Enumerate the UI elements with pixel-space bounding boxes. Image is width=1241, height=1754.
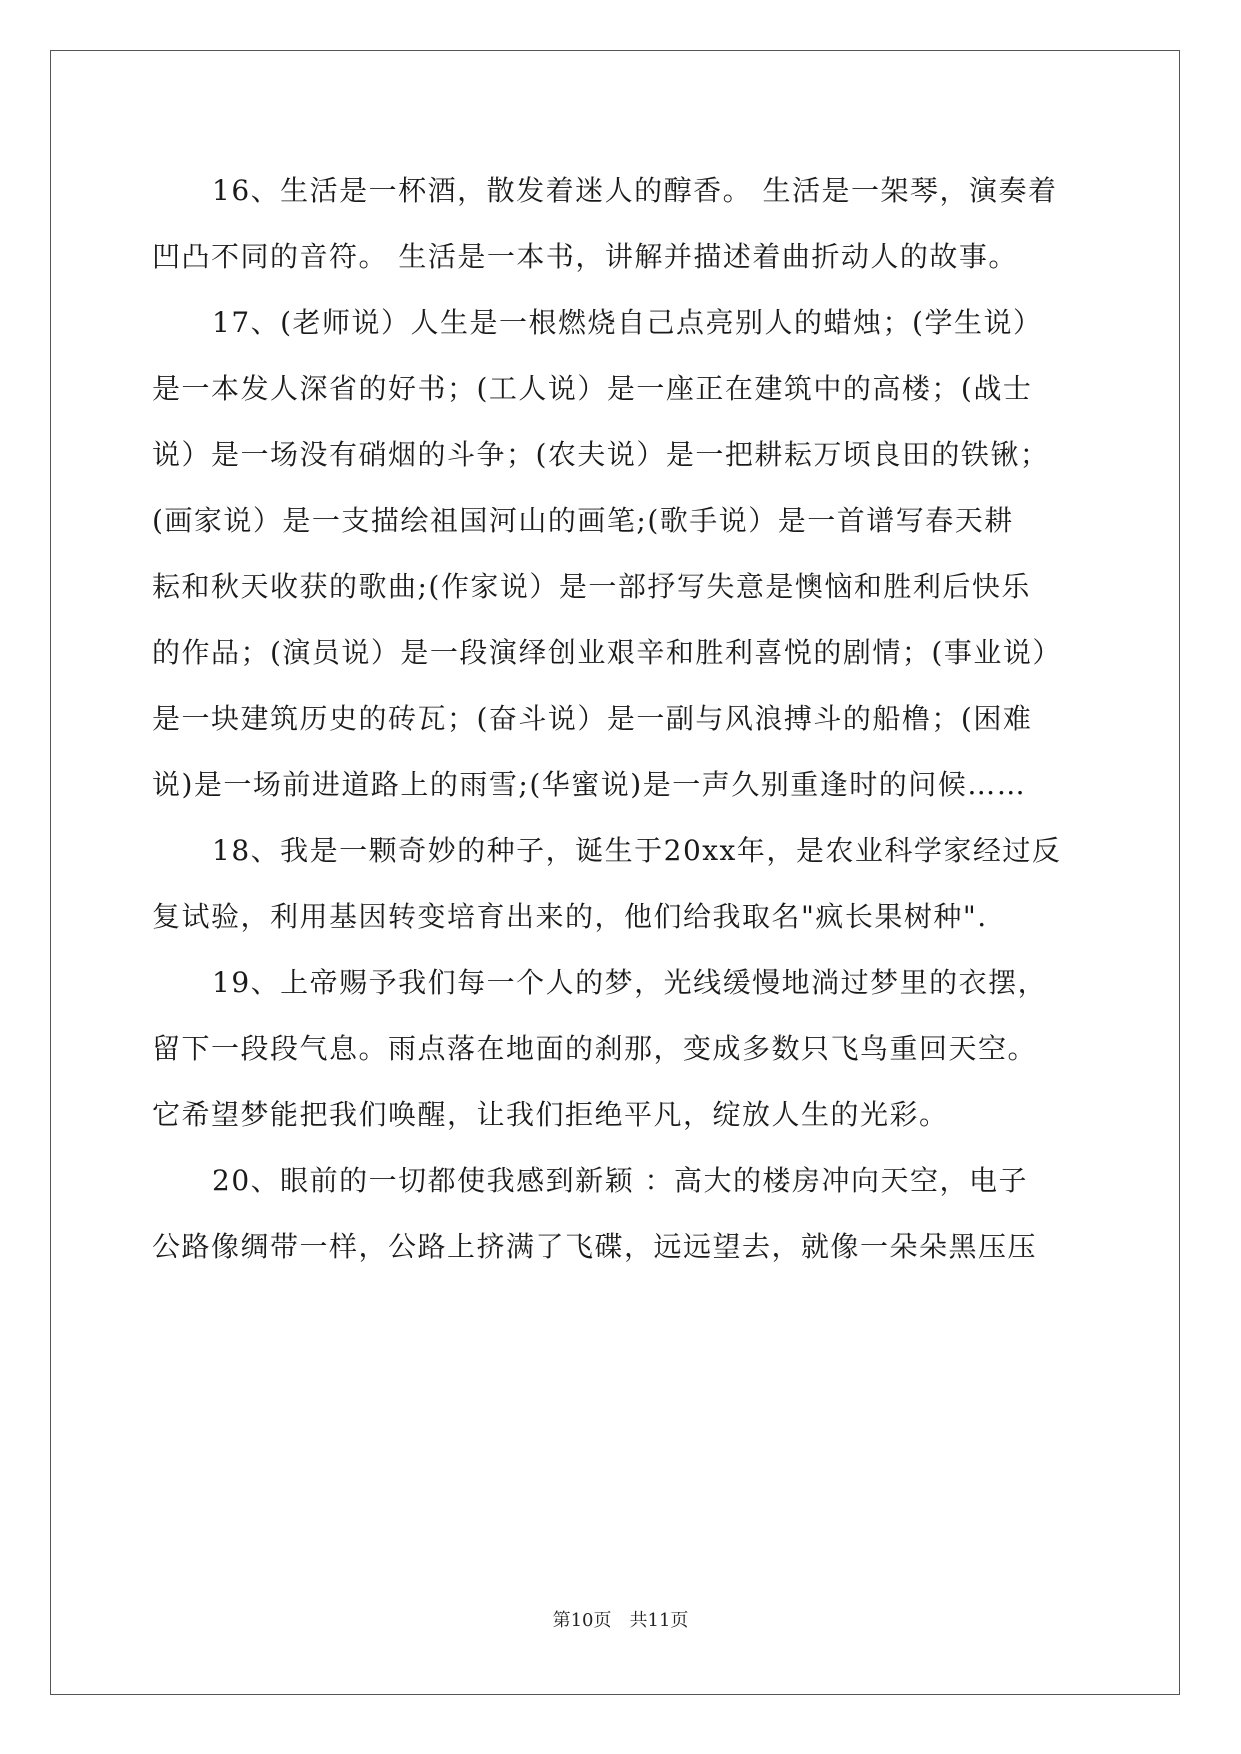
text-line: 18、我是一颗奇妙的种子，诞生于20xx年，是农业科学家经过反 [212,834,1062,867]
text-line: 留下一段段气息。雨点落在地面的刹那，变成多数只飞鸟重回天空。 [152,1032,1038,1065]
text-line: 19、上帝赐予我们每一个人的梦，光线缓慢地淌过梦里的衣摆， [212,966,1048,999]
text-line: 的作品；(演员说）是一段演绎创业艰辛和胜利喜悦的剧情；(事业说） [152,636,1062,669]
text-line: 16、生活是一杯酒，散发着迷人的醇香。 生活是一架琴，演奏着 [212,174,1058,207]
text-line: 是一块建筑历史的砖瓦；(奋斗说）是一副与风浪搏斗的船橹；(困难 [152,702,1033,735]
text-line: 20、眼前的一切都使我感到新颖 ：高大的楼房冲向天空，电子 [212,1164,1029,1197]
text-line: 说）是一场没有硝烟的斗争；(农夫说）是一把耕耘万顷良田的铁锹； [152,438,1050,471]
text-line: 耘和秋天收获的歌曲;(作家说）是一部抒写失意是懊恼和胜利后快乐 [152,570,1031,603]
text-line: 说)是一场前进道路上的雨雪;(华蜜说)是一声久别重逢时的问候…… [152,768,1027,801]
text-line: 是一本发人深省的好书；(工人说）是一座正在建筑中的高楼；(战士 [152,372,1033,405]
text-line: 复试验，利用基因转变培育出来的，他们给我取名"疯长果树种". [152,900,988,933]
document-body [152,158,1092,1280]
text-line: (画家说）是一支描绘祖国河山的画笔;(歌手说）是一首谱写春天耕 [152,504,1014,537]
text-line: 17、(老师说）人生是一根燃烧自己点亮别人的蜡烛；(学生说） [212,306,1043,339]
text-line: 凹凸不同的音符。 生活是一本书，讲解并描述着曲折动人的故事。 [152,240,1018,273]
text-line: 公路像绸带一样，公路上挤满了飞碟，远远望去，就像一朵朵黑压压 [152,1230,1038,1263]
page-number-footer: 第10页 共11页 [552,1610,689,1631]
text-line: 它希望梦能把我们唤醒，让我们拒绝平凡，绽放人生的光彩。 [152,1098,949,1131]
